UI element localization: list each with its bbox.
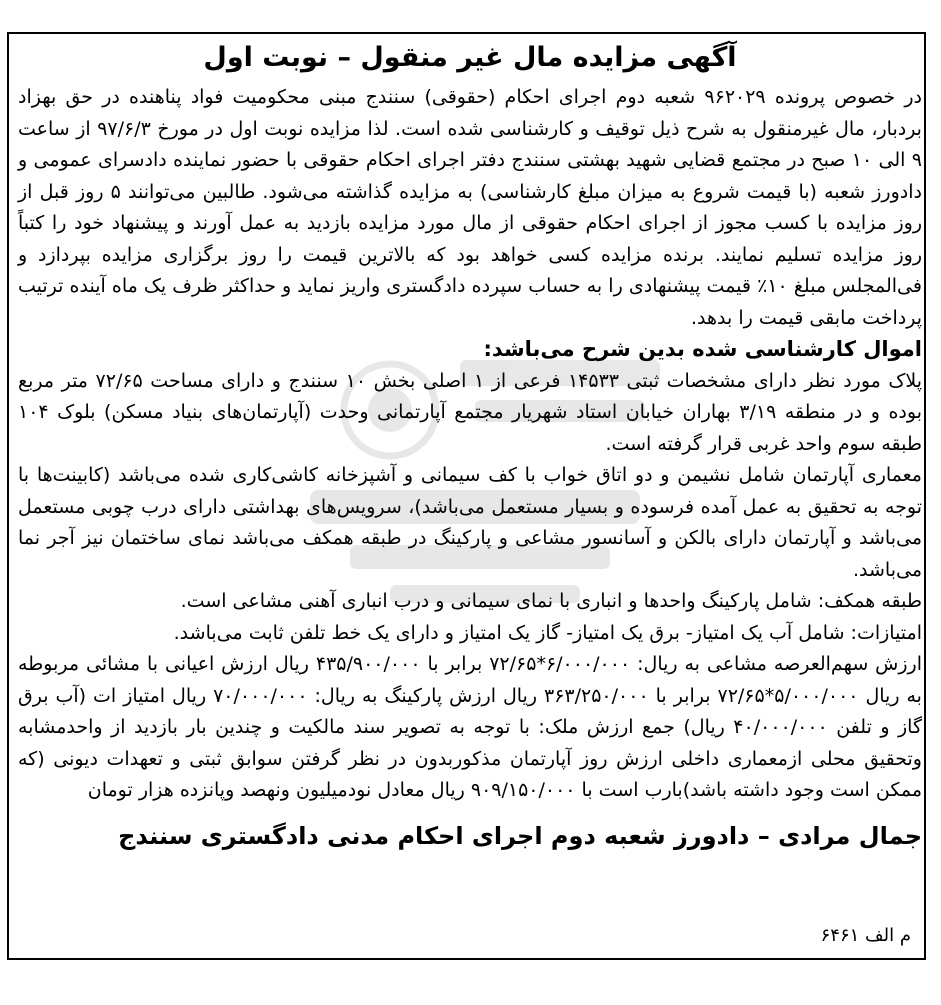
- architecture-paragraph: معماری آپارتمان شامل نشیمن و دو اتاق خواب با کف سیمانی و آشپزخانه کاشی‌کاری شده می‌باشد (کابینت‌ها با توجه به تحقیق به عمل آمده فرسوده و بسیار مستعمل می‌باشد)، سرویس‌های بهداشتی دارای درب چوبی مستعمل می‌باشد و آپارتمان دارای بالکن و آسانسور مشاعی و پارکینگ در طبقه همکف می‌باشد نمای ساختمان نیز آجر نما می‌باشد.: [18, 464, 922, 581]
- valuation-paragraph: ارزش سهم‌العرصه مشاعی به ریال: ۶/۰۰۰/۰۰۰*۷۲/۶۵ برابر با ۴۳۵/۹۰۰/۰۰۰ ریال ارزش اعیانی با مشائی مربوطه به ریال ۵/۰۰۰/۰۰۰*۷۲/۶۵ برابر با ۳۶۳/۲۵۰/۰۰۰ ریال ارزش پارکینگ به ریال: ۷۰/۰۰۰/۰۰۰ ریال امتیاز ات (آب برق گاز و تلفن ۴۰/۰۰۰/۰۰۰ ریال) جمع ارزش ملک: با توجه به تصویر سند مالکیت و چندین بار بازدید از واحدمشابه وتحقیق محلی ازمعماری داخلی ارزش روز آپارتمان مذکوربدون در نظر گرفتن سوابق ثبتی و تعهدات دیونی (که ممکن است وجود داشته باشد)بارب است با ۹۰۹/۱۵۰/۰۰۰ ریال معادل نودمیلیون ونهصد وپانزده هزار تومان: [18, 653, 922, 801]
- notice-title: آگهی مزایده مال غیر منقول – نوبت اول: [203, 42, 737, 73]
- assets-heading: اموال کارشناسی شده بدین شرح می‌باشد:: [483, 337, 922, 361]
- privileges-paragraph: امتیازات: شامل آب یک امتیاز- برق یک امتیاز- گاز یک امتیاز و دارای یک خط تلفن ثابت می‌باشد.: [173, 621, 922, 644]
- plaque-paragraph: پلاک مورد نظر دارای مشخصات ثبتی ۱۴۵۳۳ فرعی از ۱ اصلی بخش ۱۰ سنندج و دارای مساحت ۷۲/۶۵ متر مربع بوده و در منطقه ۳/۱۹ بهاران خیابان استاد شهریار مجتمع آپارتمانی وحدت (آپارتمان‌های بنیاد مسکن) بلوک ۱۰۴ طبقه سوم واحد غربی قرار گرفته است.: [18, 369, 923, 455]
- signature-line: جمال مرادی – دادورز شعبه دوم اجرای احکام مدنی دادگستری سنندج: [118, 821, 922, 850]
- ground-floor-paragraph: طبقه همکف: شامل پارکینگ واحدها و انباری با نمای سیمانی و درب انباری آهنی مشاعی است.: [180, 590, 922, 612]
- intro-paragraph: در خصوص پرونده ۹۶۲۰۲۹ شعبه دوم اجرای احکام (حقوقی) سنندج مبنی محکومیت فواد پناهنده در حق بهزاد بردبار، مال غیرمنقول به شرح ذیل توقیف و کارشناسی شده است. لذا مزایده نوبت اول در مورخ ۹۷/۶/۳ از ساعت ۹ الی ۱۰ صبح در مجتمع قضایی شهید بهشتی سنندج دفتر اجرای احکام حقوقی با حضور نماینده دادسرای عمومی و دادورز شعبه (با قیمت شروع به میزان مبلغ کارشناسی) به مزایده گذاشته می‌شود. طالبین می‌توانند ۵ روز قبل از روز مزایده با کسب مجوز از اجرای احکام حقوقی از مال مورد مزایده بازدید به عمل آورند و پیشنهاد خود را کتباً روز مزایده تسلیم نمایند. برنده مزایده کسی خواهد بود که بالاترین قیمت را روز برگزاری مزایده بپردازد و فی‌المجلس مبلغ ۱۰٪ قیمت پیشنهادی را به حساب سپرده دادگستری واریز نماید و حداکثر ظرف یک ماه آینده ترتیب پرداخت مابقی قیمت را بدهد.: [18, 86, 923, 329]
- notice-code: م الف ۶۴۶۱: [820, 925, 911, 946]
- notice-body: [18, 36, 922, 855]
